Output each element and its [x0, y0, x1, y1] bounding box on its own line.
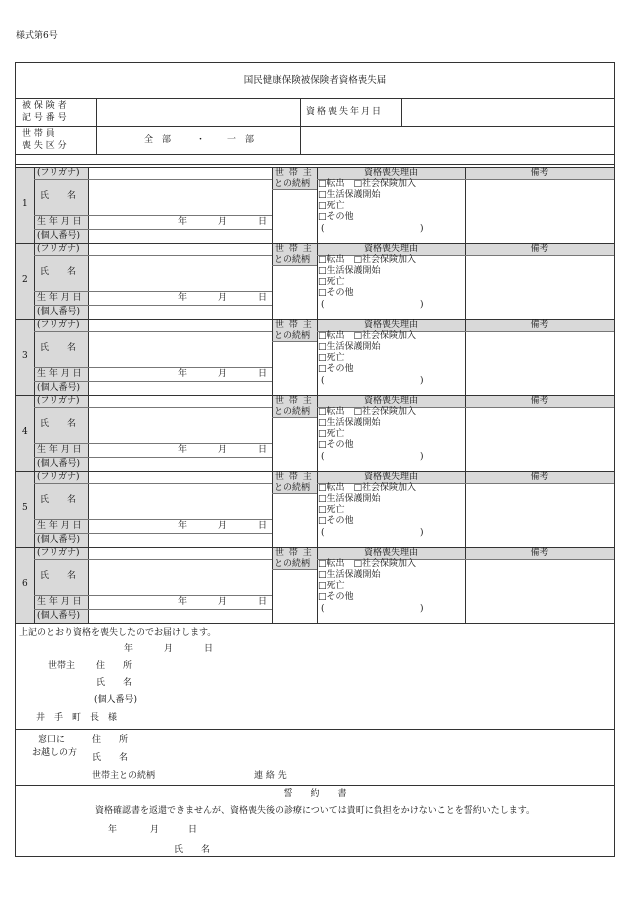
scope-dot: ・ [196, 135, 206, 145]
reason-header: 資格喪失理由 [363, 396, 418, 406]
remarks-header: 備考 [530, 168, 549, 178]
declaration-month: 月 [164, 644, 174, 654]
reason-option-welfare[interactable]: □生活保護開始 [318, 418, 381, 428]
form-title: 国民健康保険被保険者資格喪失届 [243, 75, 387, 86]
member-line [34, 533, 272, 534]
furigana-label: (フリガナ) [37, 320, 80, 330]
birth-label: 生 年 月 日 [37, 521, 82, 531]
symbol-number-label: 被 保 険 者 [22, 101, 67, 111]
personal-number-label: (個人番号) [37, 459, 81, 469]
birth-year: 年 [178, 217, 188, 227]
member-top-line [16, 167, 614, 168]
visitor-relation-label: 世帯主との続柄 [92, 771, 156, 781]
member-line [34, 457, 272, 458]
remarks-header: 備考 [530, 396, 549, 406]
member-line [272, 417, 317, 418]
pledge-month: 月 [150, 825, 160, 835]
relation-label-2: との続柄 [274, 483, 311, 493]
reason-option-death[interactable]: □死亡 [318, 277, 345, 287]
member-line [272, 189, 317, 190]
declaration-statement: 上記のとおり資格を喪失したのでお届けします。 [19, 628, 217, 638]
other-paren-open: ( [321, 528, 325, 538]
loss-date-label: 資格喪失年月日 [306, 107, 384, 117]
member-line [272, 395, 273, 471]
birth-month: 月 [218, 369, 228, 379]
member-line [34, 443, 272, 444]
member-number: 6 [22, 579, 28, 589]
birth-label: 生 年 月 日 [37, 445, 82, 455]
other-paren-close: ) [420, 224, 424, 234]
other-paren-close: ) [420, 300, 424, 310]
reason-header: 資格喪失理由 [363, 168, 418, 178]
birth-day: 日 [258, 217, 268, 227]
birth-label: 生 年 月 日 [37, 597, 82, 607]
remarks-header: 備考 [530, 472, 549, 482]
other-paren-open: ( [321, 604, 325, 614]
relation-label: 世 帯 主 [275, 168, 313, 178]
scope-part-option[interactable]: 一 部 [227, 135, 255, 145]
name-label: 氏 名 [40, 571, 77, 581]
relation-label-2: との続柄 [274, 407, 311, 417]
reason-option-death[interactable]: □死亡 [318, 429, 345, 439]
other-paren-close: ) [420, 452, 424, 462]
birth-day: 日 [258, 445, 268, 455]
visitor-label-2: お越しの方 [32, 748, 78, 758]
member-line [34, 255, 272, 256]
remarks-header: 備考 [530, 548, 549, 558]
form-frame [15, 62, 615, 857]
reason-option-welfare[interactable]: □生活保護開始 [318, 266, 381, 276]
reason-option-death[interactable]: □死亡 [318, 201, 345, 211]
reason-option-transfer[interactable]: □転出 □社会保険加入 [318, 483, 417, 493]
member-line [34, 407, 272, 408]
personal-number-label: (個人番号) [37, 535, 81, 545]
member-number: 5 [22, 503, 28, 513]
member-line [272, 341, 317, 342]
birth-month: 月 [218, 445, 228, 455]
birth-month: 月 [218, 293, 228, 303]
pledge-name-label: 氏 名 [174, 845, 211, 855]
member-number: 4 [22, 427, 28, 437]
furigana-label: (フリガナ) [37, 472, 80, 482]
reason-option-other[interactable]: □その他 [318, 440, 354, 450]
scope-all-option[interactable]: 全 部 [144, 135, 172, 145]
member-line [34, 229, 272, 230]
member-line [34, 483, 272, 484]
member-line [34, 559, 272, 560]
other-paren-open: ( [321, 452, 325, 462]
relation-label: 世 帯 主 [275, 396, 313, 406]
reason-option-other[interactable]: □その他 [318, 516, 354, 526]
birth-label: 生 年 月 日 [37, 293, 82, 303]
member-line [34, 291, 272, 292]
member-top-line [16, 547, 614, 548]
member-number: 3 [22, 351, 28, 361]
remarks-header: 備考 [530, 320, 549, 330]
declaration-address-label: 住 所 [96, 661, 133, 671]
member-line [272, 243, 273, 319]
relation-label: 世 帯 主 [275, 472, 313, 482]
other-paren-open: ( [321, 300, 325, 310]
member-number: 1 [22, 199, 28, 209]
reason-option-death[interactable]: □死亡 [318, 505, 345, 515]
declaration-day: 日 [204, 644, 214, 654]
member-line [34, 595, 272, 596]
birth-day: 日 [258, 369, 268, 379]
relation-label-2: との続柄 [274, 255, 311, 265]
other-paren-close: ) [420, 604, 424, 614]
personal-number-label: (個人番号) [37, 307, 81, 317]
member-top-line [16, 319, 614, 320]
symbol-number-field[interactable] [98, 100, 298, 124]
name-label: 氏 名 [40, 191, 77, 201]
furigana-label: (フリガナ) [37, 168, 80, 178]
reason-option-transfer[interactable]: □転出 □社会保険加入 [318, 255, 417, 265]
declaration-personal-number-label: (個人番号) [94, 695, 138, 705]
household-loss-label-2: 喪 失 区 分 [22, 141, 67, 151]
form-number: 様式第6号 [16, 31, 58, 41]
birth-month: 月 [218, 521, 228, 531]
remarks-header: 備考 [530, 244, 549, 254]
reason-header: 資格喪失理由 [363, 548, 418, 558]
visitor-address-label: 住 所 [92, 735, 129, 745]
member-bottom-line [16, 623, 614, 624]
relation-label: 世 帯 主 [275, 244, 313, 254]
reason-option-welfare[interactable]: □生活保護開始 [318, 494, 381, 504]
member-top-line [16, 471, 614, 472]
reason-header: 資格喪失理由 [363, 320, 418, 330]
reason-option-transfer[interactable]: □転出 □社会保険加入 [318, 407, 417, 417]
name-label: 氏 名 [40, 267, 77, 277]
personal-number-label: (個人番号) [37, 383, 81, 393]
visitor-contact-label: 連 絡 先 [254, 771, 287, 781]
birth-day: 日 [258, 293, 268, 303]
birth-label: 生 年 月 日 [37, 369, 82, 379]
pledge-day: 日 [188, 825, 198, 835]
member-line [272, 319, 273, 395]
personal-number-label: (個人番号) [37, 611, 81, 621]
member-line [272, 547, 273, 623]
member-line [272, 265, 317, 266]
loss-date-field[interactable] [403, 100, 613, 124]
addressee: 井 手 町 長 様 [36, 713, 118, 723]
reason-option-other[interactable]: □その他 [318, 288, 354, 298]
member-line [34, 331, 272, 332]
birth-year: 年 [178, 445, 188, 455]
reason-option-other[interactable]: □その他 [318, 592, 354, 602]
pledge-year: 年 [108, 825, 118, 835]
visitor-label: 窓口に [38, 735, 66, 745]
reason-option-death[interactable]: □死亡 [318, 581, 345, 591]
relation-label-2: との続柄 [274, 179, 311, 189]
relation-label-2: との続柄 [274, 559, 311, 569]
reason-option-welfare[interactable]: □生活保護開始 [318, 190, 381, 200]
member-top-line [16, 395, 614, 396]
reason-option-other[interactable]: □その他 [318, 212, 354, 222]
declaration-year: 年 [124, 644, 134, 654]
member-line [34, 179, 272, 180]
member-line [34, 305, 272, 306]
member-line [34, 519, 272, 520]
reason-header: 資格喪失理由 [363, 244, 418, 254]
name-label: 氏 名 [40, 495, 77, 505]
reason-header: 資格喪失理由 [363, 472, 418, 482]
birth-year: 年 [178, 521, 188, 531]
relation-label: 世 帯 主 [275, 548, 313, 558]
relation-label: 世 帯 主 [275, 320, 313, 330]
member-line [272, 493, 317, 494]
member-line [34, 367, 272, 368]
member-number: 2 [22, 275, 28, 285]
name-label: 氏 名 [40, 343, 77, 353]
other-paren-close: ) [420, 528, 424, 538]
other-paren-open: ( [321, 224, 325, 234]
member-line [272, 471, 273, 547]
relation-label-2: との続柄 [274, 331, 311, 341]
other-paren-close: ) [420, 376, 424, 386]
member-line [272, 569, 317, 570]
furigana-label: (フリガナ) [37, 244, 80, 254]
furigana-label: (フリガナ) [37, 548, 80, 558]
member-line [34, 381, 272, 382]
declaration-name-label: 氏 名 [96, 678, 133, 688]
furigana-label: (フリガナ) [37, 396, 80, 406]
reason-option-death[interactable]: □死亡 [318, 353, 345, 363]
birth-day: 日 [258, 597, 268, 607]
birth-label: 生 年 月 日 [37, 217, 82, 227]
reason-option-welfare[interactable]: □生活保護開始 [318, 342, 381, 352]
name-label: 氏 名 [40, 419, 77, 429]
birth-day: 日 [258, 521, 268, 531]
household-loss-label: 世 帯 員 [22, 129, 55, 139]
symbol-number-label-2: 記 号 番 号 [22, 113, 67, 123]
pledge-title: 誓 約 書 [283, 789, 347, 799]
birth-year: 年 [178, 597, 188, 607]
reason-option-transfer[interactable]: □転出 □社会保険加入 [318, 179, 417, 189]
member-line [272, 167, 273, 243]
member-top-line [16, 243, 614, 244]
member-line [34, 215, 272, 216]
birth-year: 年 [178, 293, 188, 303]
reason-option-other[interactable]: □その他 [318, 364, 354, 374]
other-paren-open: ( [321, 376, 325, 386]
reason-option-welfare[interactable]: □生活保護開始 [318, 570, 381, 580]
personal-number-label: (個人番号) [37, 231, 81, 241]
member-line [34, 609, 272, 610]
birth-year: 年 [178, 369, 188, 379]
birth-month: 月 [218, 217, 228, 227]
reason-option-transfer[interactable]: □転出 □社会保険加入 [318, 331, 417, 341]
reason-option-transfer[interactable]: □転出 □社会保険加入 [318, 559, 417, 569]
head-of-household-label: 世帯主 [48, 661, 76, 671]
pledge-text: 資格確認書を返還できませんが、資格喪失後の診療については貴町に負担をかけないことを誓約いたします。 [94, 806, 536, 816]
visitor-name-label: 氏 名 [92, 753, 129, 763]
birth-month: 月 [218, 597, 228, 607]
